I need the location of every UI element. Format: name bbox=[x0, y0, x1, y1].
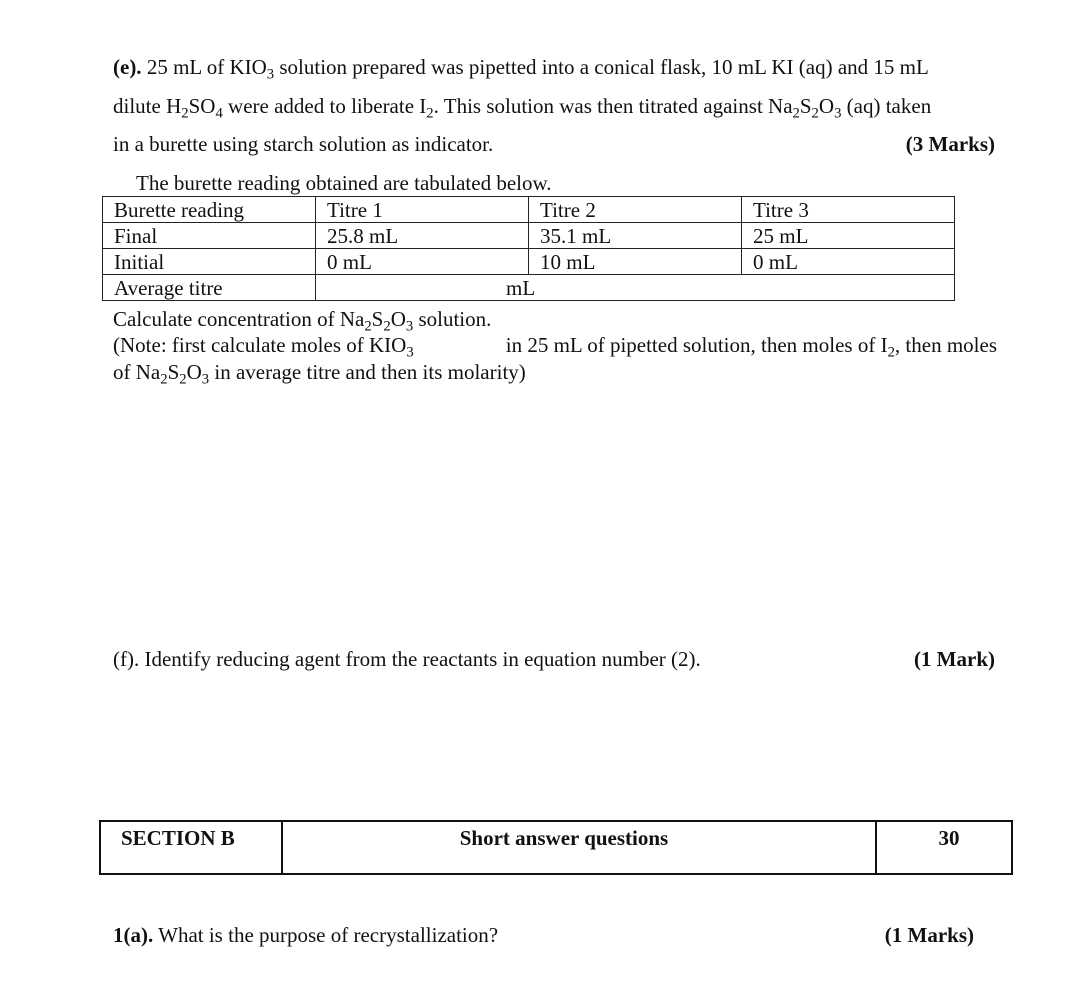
part-f-marks: (1 Mark) bbox=[913, 647, 995, 671]
calculate-instruction: Calculate concentration of $Na_2S_2O_3$ solution. bbox=[113, 307, 492, 335]
section-marks: 30 bbox=[938, 826, 960, 850]
table-header-row bbox=[103, 197, 955, 223]
part-e-line-1: (e). 25 mL of $KIO_3$ solution prepared was pipetted into a conical flask, 10 mL KI (aq) and 15 mL bbox=[113, 55, 929, 83]
header-titre-3: Titre 3 bbox=[742, 197, 955, 223]
part-f-question: (f). Identify reducing agent from the reactants in equation number (2). bbox=[113, 647, 701, 671]
row-label: Final bbox=[103, 223, 316, 249]
section-title: Short answer questions bbox=[283, 822, 877, 873]
table-row-average bbox=[103, 275, 955, 301]
table-cell: 10 mL bbox=[529, 249, 742, 275]
header-titre-2: Titre 2 bbox=[529, 197, 742, 223]
part-e-label: (e). bbox=[113, 55, 142, 79]
section-b-header bbox=[99, 820, 1013, 875]
part-e-marks: (3 Marks) bbox=[905, 132, 995, 156]
table-intro: The burette reading obtained are tabulated below. bbox=[136, 171, 552, 195]
table-cell: 25.8 mL bbox=[316, 223, 529, 249]
average-titre-answer-cell[interactable] bbox=[316, 275, 955, 301]
table-cell: 25 mL bbox=[742, 223, 955, 249]
burette-reading-table bbox=[102, 196, 955, 301]
average-titre-label: Average titre bbox=[103, 275, 316, 301]
question-1a-label: 1(a). bbox=[113, 923, 154, 947]
question-1a-marks: (1 Marks) bbox=[884, 923, 974, 947]
table-row-initial bbox=[103, 249, 955, 275]
part-e-line-2: dilute $H_2SO_4$ were added to liberate $I_2$. This solution was then titrated against $Na_2S_2O_3$ (aq) taken bbox=[113, 94, 932, 122]
section-label: SECTION B bbox=[101, 822, 283, 873]
part-e-line-3: in a burette using starch solution as indicator. bbox=[113, 132, 494, 156]
header-titre-1: Titre 1 bbox=[316, 197, 529, 223]
note-line-1: (Note: first calculate moles of $KIO_3$ in 25 mL of pipetted solution, then moles of $I_2$, then moles bbox=[113, 333, 997, 361]
table-cell: 35.1 mL bbox=[529, 223, 742, 249]
table-cell: 0 mL bbox=[316, 249, 529, 275]
row-label: Initial bbox=[103, 249, 316, 275]
table-row-final bbox=[103, 223, 955, 249]
table-cell: 0 mL bbox=[742, 249, 955, 275]
header-burette-reading: Burette reading bbox=[103, 197, 316, 223]
note-line-2: of $Na_2S_2O_3$ in average titre and then its molarity) bbox=[113, 360, 526, 388]
question-1a: 1(a). What is the purpose of recrystallization? bbox=[113, 923, 499, 947]
average-titre-unit: mL bbox=[506, 276, 536, 300]
